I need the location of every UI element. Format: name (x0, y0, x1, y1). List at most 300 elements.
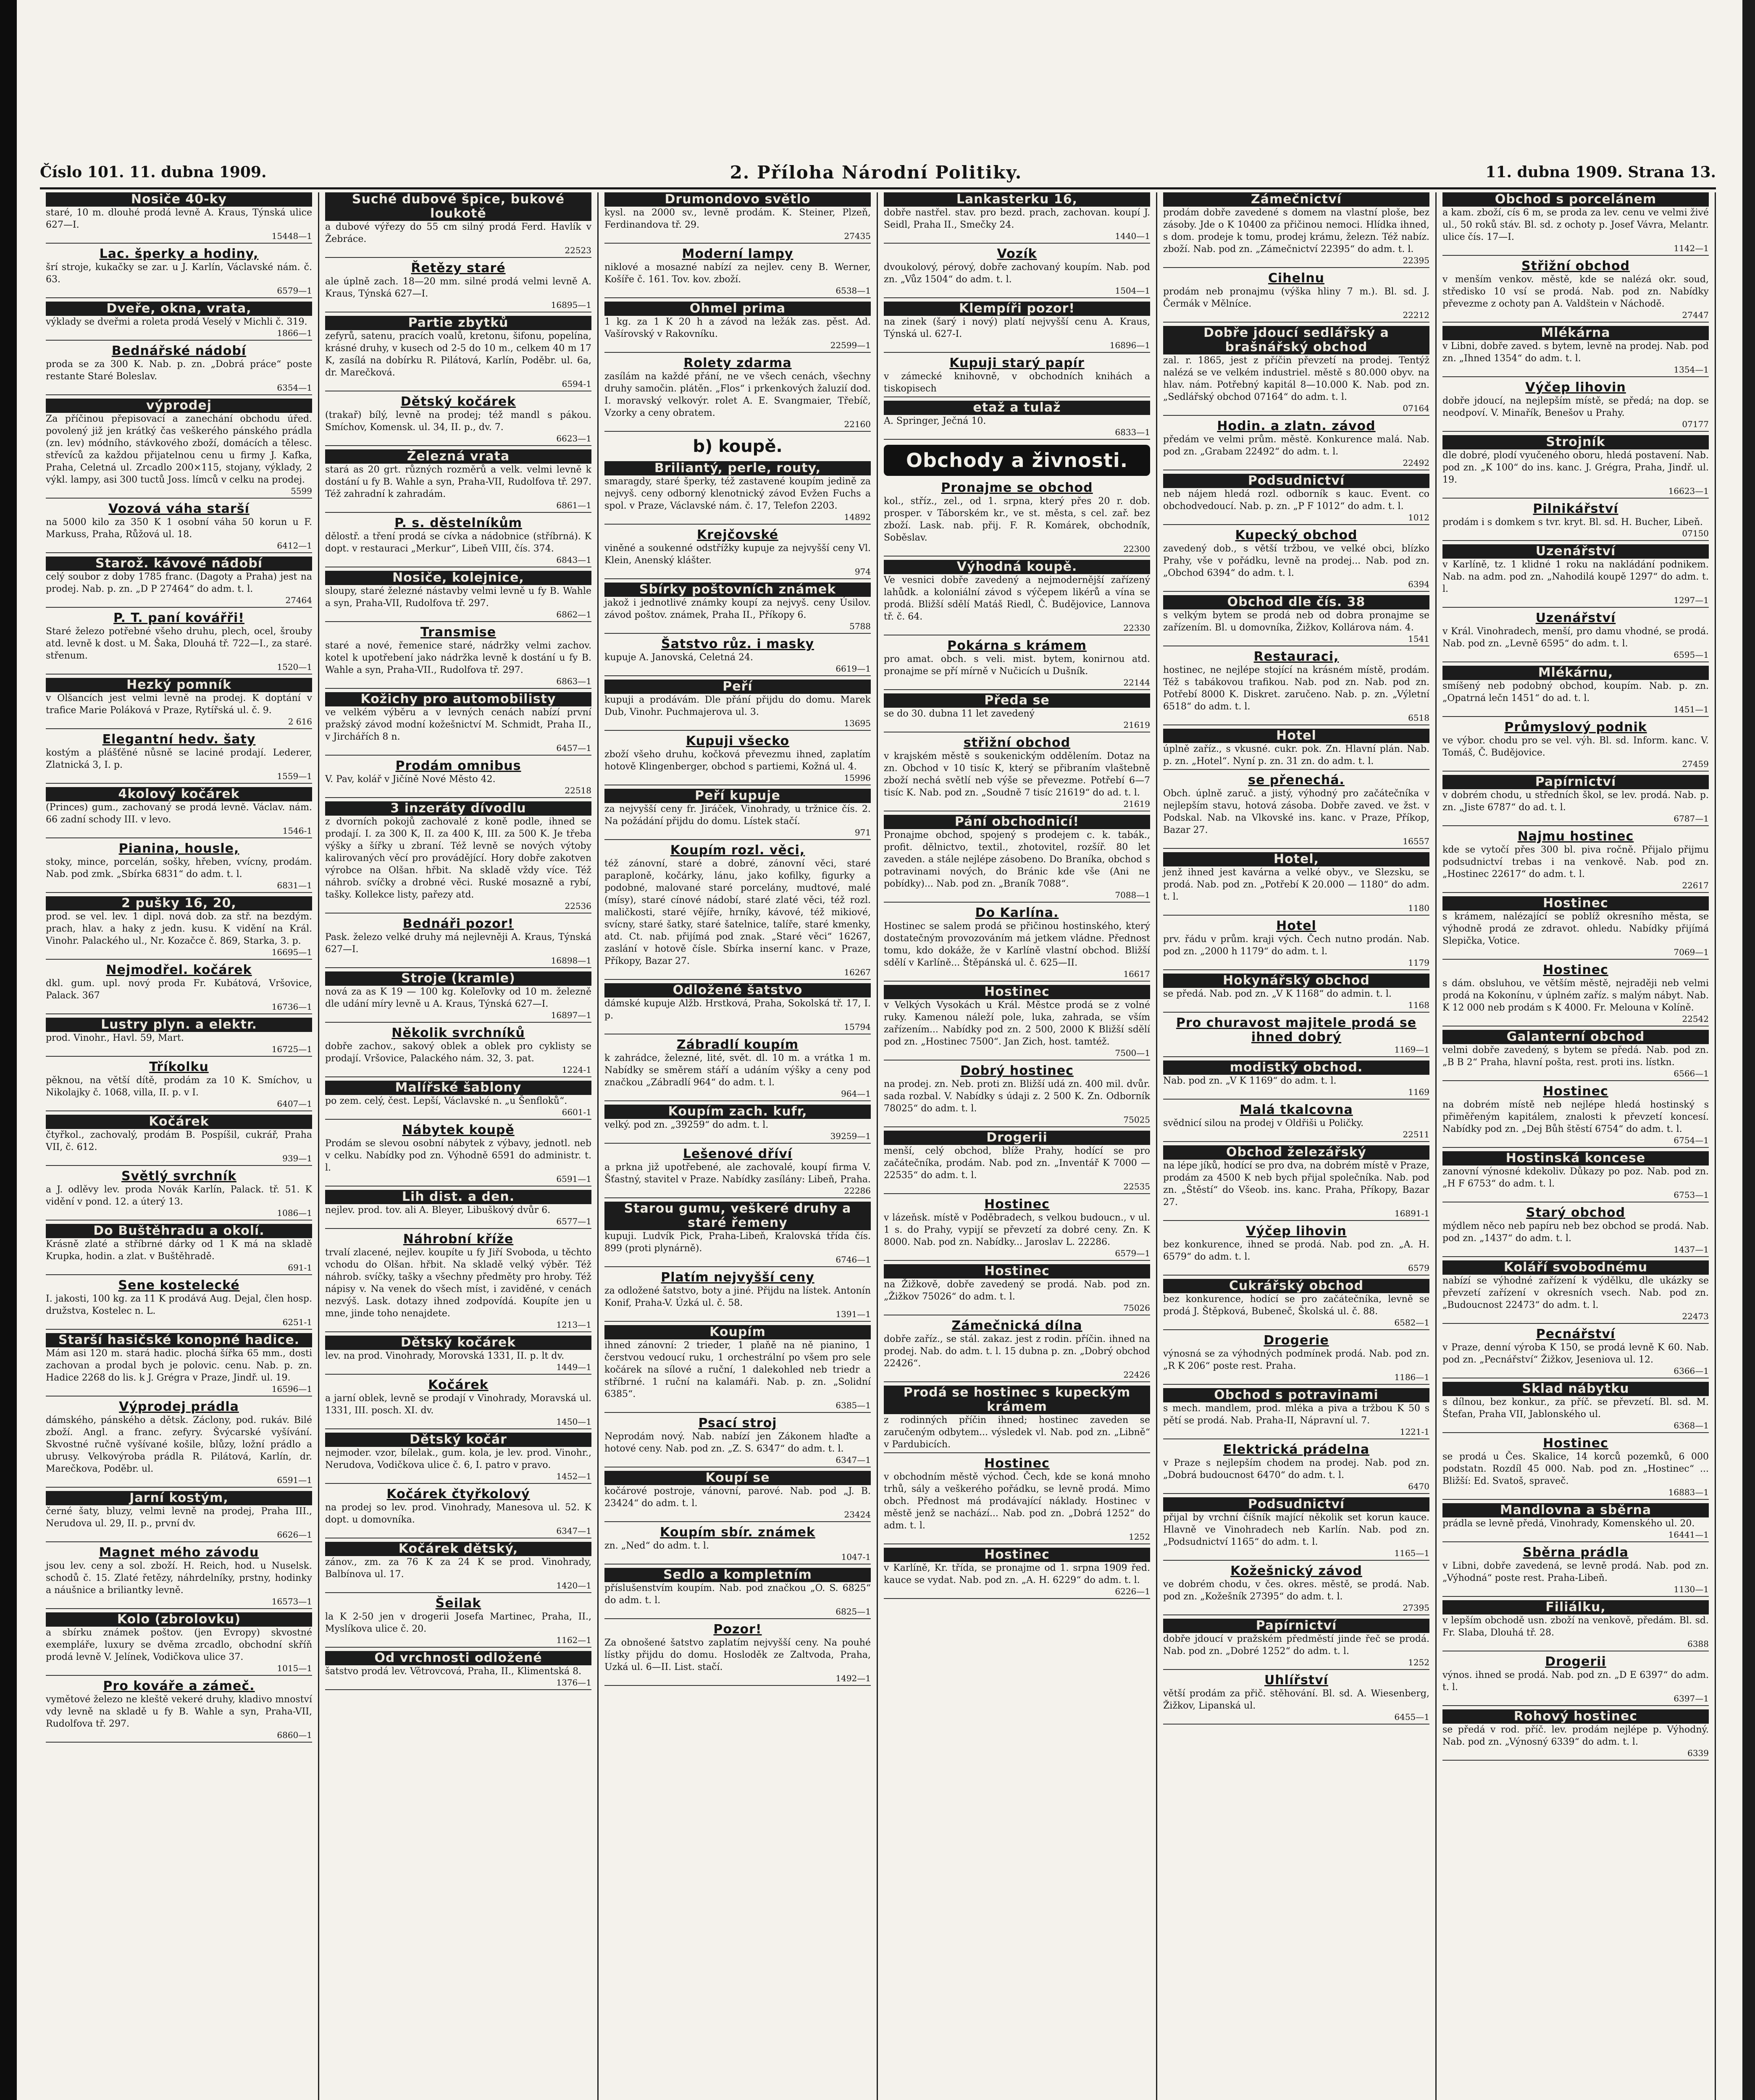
ad-separator (1442, 1080, 1709, 1081)
classified-ad (325, 1487, 591, 1538)
ad-body: ihned zánovní: 2 trieder, 1 plaňě na ně pianino, 1 čerstvou vedoucí ruku, 1 orchestrální po všem pro sele kočárek na sílové a ruční, 1 dalekohled neb triedr a stříbrné. 1 ruční na kalamáři. Nab. p. zn. „Solidní 6385“. (604, 1340, 871, 1399)
classified-ad (1442, 666, 1709, 717)
classified-ad (1442, 1436, 1709, 1500)
ad-title: Hostinec (884, 1548, 1150, 1562)
classified-ad (604, 1568, 871, 1619)
ad-title: Starou gumu, veškeré druhy a staré řemeny (604, 1202, 871, 1230)
ad-title: Stroje (kramle) (325, 971, 591, 986)
ad-separator (1163, 915, 1429, 916)
classified-ad (325, 516, 591, 567)
ad-reference-number: 27395 (1403, 1603, 1429, 1613)
classified-ad (325, 759, 591, 798)
ad-reference-number: 5788 (849, 621, 871, 631)
ad-title: Kolo (zbrolovku) (46, 1612, 312, 1627)
classified-ad (46, 678, 312, 729)
ad-title: Peří (604, 680, 871, 694)
ad-reference-number: 16573—1 (271, 1596, 312, 1606)
ad-title: se přenechá. (1248, 773, 1345, 788)
classified-ad (1163, 852, 1429, 916)
ad-body: se předá v rod. příč. lev. prodám nejlépe p. Výhodný. Nab. pod zn. „Výnosný 6339“ do adm. t. l. (1442, 1725, 1709, 1747)
ad-body: úplně zaříz., s vkusné. cukr. pok. Zn. Hlavní plán. Nab. p. zn. „Hotel“. Nyní p. zn. 31 zn. do adm. t. l. (1163, 744, 1429, 766)
ad-body: prádla se levně předá, Vinohrady, Komenského ul. 20. (1442, 1518, 1695, 1529)
ad-reference-number: 1224-1 (562, 1065, 591, 1075)
classified-ad (884, 815, 1150, 903)
ad-separator (1163, 1724, 1429, 1725)
ad-separator (325, 1119, 591, 1120)
ad-body: celý soubor z doby 1785 franc. (Dagoty a Praha) jest na prodej. Nab. p. zn. „D P 27464“ do adm. t. l. (46, 572, 312, 594)
classified-ad (325, 449, 591, 513)
ad-reference-number: 1420—1 (556, 1580, 591, 1591)
classified-ad (1442, 830, 1709, 893)
ad-separator (325, 1331, 591, 1332)
ad-separator (1163, 415, 1429, 416)
ad-body: a jarní oblek, levně se prodají v Vinohrady, Moravská ul. 1331, III. posch. XI. dv. (325, 1393, 591, 1416)
ad-title: Transmise (420, 625, 497, 640)
ad-reference-number: 75026 (1123, 1303, 1150, 1313)
ad-separator (604, 633, 871, 634)
ad-body: v zámecké knihovně, v obchodních knihách a tiskopisech (884, 371, 1150, 394)
classified-ad (325, 1026, 591, 1077)
ad-title: Hezký pomník (46, 678, 312, 692)
ad-reference-number: 1086—1 (277, 1208, 312, 1218)
classified-ad (1442, 1327, 1709, 1378)
classified-ad (884, 736, 1150, 811)
ad-title: Obchod s porcelánem (1442, 192, 1709, 207)
ad-body: za odložené šatstvo, boty a jiné. Přijdu na lístek. Antonín Konif, Praha-V. Úzká ul. č. 58. (604, 1286, 871, 1308)
classified-ad (884, 1197, 1150, 1261)
column-5 (1157, 192, 1437, 2100)
ad-reference-number: 6833—1 (1115, 427, 1150, 437)
ad-title: Koláří svobodnému (1442, 1260, 1709, 1275)
ad-reference-number: 6860—1 (277, 1730, 312, 1740)
ad-reference-number: 6251-1 (282, 1317, 312, 1327)
classified-ad (604, 302, 871, 353)
classified-ad (884, 560, 1150, 635)
ad-body: z dvorních pokojů zachovalé z koně podle, ihned se prodají. I. za 300 K, II. za 400 K, III. za 500 K. Je třeba výšky a šířky u zbraní. Též levně se nových výtoby kalirovaných věcí pro provádějící. Hory dobře zakotven výrobce na Olšan. hřbit. Na skladě vždy více. Též náhrob. svíčky a drobné věci. Ruské mosazně a rybí, tašky. Kollekce listy, pařezy atd. (325, 816, 591, 900)
classified-ad (325, 571, 591, 622)
ad-body: viněné a soukenné odstřížky kupuje za nejvyšší ceny Vl. Klein, Anenský klášter. (604, 543, 871, 566)
ad-title: Ohmel prima (604, 302, 871, 316)
ad-separator (1442, 1323, 1709, 1324)
ad-title: Do Buštěhradu a okolí. (46, 1224, 312, 1238)
ad-reference-number: 1179 (1408, 958, 1429, 968)
ad-separator (604, 839, 871, 840)
ad-separator (604, 1266, 871, 1267)
ad-body: trvalí zlacené, nejlev. koupíte u fy Jiří Svoboda, u těchto vchodu do Olšan. hřbit. Na skladě velký výběr. Též náhrob. svíčky, tašky a všechny předměty pro hroby. Též nápisy v. Na venek do všech míst, i zaviděné, v cenách nezvýš. Lask. dotazy ihned zodpovídá. Koupíte jen u mne, jinde toho nenajdete. (325, 1247, 591, 1319)
ad-body: za nejvyšší ceny fr. Jiráček, Vinohrady, u tržnice čís. 2. Na požádání přijdu do domu. Lístek stačí. (604, 804, 871, 827)
classified-ad (46, 302, 312, 341)
ad-title: Dobrý hostinec (960, 1063, 1074, 1078)
ad-reference-number: 1186—1 (1394, 1372, 1429, 1382)
ad-reference-number: 22330 (1123, 623, 1150, 633)
ad-title: Platím nejvyšší ceny (661, 1270, 814, 1285)
ad-title: P. T. paní kovářři! (113, 611, 244, 625)
classified-ad (1442, 1655, 1709, 1706)
ad-reference-number: 22395 (1403, 255, 1429, 265)
ad-body: prodám i s domkem s tvr. kryt. Bl. sd. H. Bucher, Libeň. (1442, 517, 1703, 528)
classified-ad (1163, 1388, 1429, 1439)
ad-body: staré, 10 m. dlouhé prodá levně A. Kraus, Týnská ulice 627—I. (46, 207, 312, 230)
classified-ad (604, 637, 871, 676)
ad-separator (1442, 892, 1709, 893)
ad-body: nejmoder. vzor, bílelak., gum. kola, je lev. prod. Vinohr., Nerudova, Vodičkova ulice č. 6, I. patro v pravo. (325, 1448, 591, 1470)
ad-reference-number: 16891-1 (1394, 1208, 1429, 1218)
classified-ad (884, 1548, 1150, 1599)
ad-reference-number: 6582—1 (1394, 1318, 1429, 1328)
ad-separator (604, 1100, 871, 1101)
classified-ad (1163, 1103, 1429, 1142)
ad-body: ve dobrém chodu, v čes. okres. městě, se prodá. Nab. pod zn. „Kožešník 27395“ do adm. t. l. (1163, 1579, 1429, 1602)
ad-body: zefyrů, satenu, pracích voalů, kretonu, šifonu, popelína, krásné druhy, v kusech od 2-5 do 10 m., celkem 40 m 17 K, zasílá na dobírku R. Pilátová, Karlín, Poděbr. ul. 6a, dr. Marečková. (325, 331, 591, 378)
classified-ad (1163, 1497, 1429, 1561)
ad-body: větší prodám za přič. stěhování. Bl. sd. A. Wiesenberg, Žižkov, Lipanská ul. (1163, 1688, 1429, 1711)
ad-reference-number: 7088—1 (1115, 890, 1150, 900)
ad-separator (325, 913, 591, 914)
ad-separator (1442, 607, 1709, 608)
ad-separator (46, 243, 312, 244)
ad-separator (604, 578, 871, 579)
ad-separator (884, 352, 1150, 353)
ad-separator (46, 498, 312, 499)
ad-reference-number: 22286 (844, 1186, 871, 1196)
ad-title: Starší hasičské konopné hadice. (46, 1333, 312, 1347)
classified-ad (604, 1325, 871, 1413)
ad-body: výnosná se za výhodných podmínek prodá. Nab. pod zn. „R K 206“ poste rest. Praha. (1163, 1349, 1429, 1371)
ad-title: Lac. šperky a hodiny, (99, 247, 259, 261)
classified-ad (1163, 773, 1429, 849)
ad-reference-number: 6455—1 (1394, 1712, 1429, 1722)
ad-separator (1163, 1099, 1429, 1100)
ad-separator (1163, 969, 1429, 970)
ad-body: též zánovní, staré a dobré, zánovní věci, staré paraploně, kočárky, lánu, jako kofilky, figurky a podobné, malované staré porcelány, mudtové, malé (mísy), staré cínové nádobí, staré zlaté věci, též rozl. maličkosti, staré vějíře, hrníky, kávové, též mikiové, svícny, staré šatky, staré šatelnice, talíře, staré kmenky, atd. Ct. nab. přijímá pod znak. „Staré věci“ 16267, zaslání v hotově čísle. Sbírka inserní kanc. v Praze, Příkopy, Bazar 27. (604, 858, 871, 966)
ad-reference-number: 22536 (565, 901, 591, 911)
ad-title: Zámečnická dílna (951, 1318, 1082, 1333)
classified-ad (325, 1336, 591, 1375)
ad-reference-number: 6354—1 (277, 383, 312, 393)
classified-ad (604, 528, 871, 579)
ad-body: I. jakosti, 100 kg. za 11 K prodává Aug. Dejal, člen hosp. družstva, Kostelec n. L. (46, 1294, 312, 1316)
ad-body: dámského, pánského a dětsk. Záclony, pod. rukáv. Bilé zboží. Angl. a franc. zefyry. Švýcarské vyšívání. Skvostné ručně vyšívané košile, blůzy, ložní prádlo a ubrusy. Velkovýroba prádla R. Pilátová, Karlín, dr. Marečkova, Poděbr. ul. (46, 1415, 312, 1474)
classified-ad (325, 1190, 591, 1229)
classified-ad (1442, 1546, 1709, 1597)
classified-ad (46, 1491, 312, 1542)
ad-body: v Karlíně, Kr. třída, se pronajme od 1. srpna 1909 řed. kauce se vydat. Nab. pod zn. „A. H. 6229“ do adm. t. l. (884, 1563, 1150, 1586)
ad-reference-number: 1213—1 (556, 1320, 591, 1330)
ad-reference-number: 7069—1 (1674, 947, 1709, 957)
ad-separator (884, 981, 1150, 982)
ad-title: Krejčovské (697, 528, 778, 542)
ad-title: Uzenářství (1535, 611, 1616, 625)
ad-separator (46, 1013, 312, 1014)
ad-reference-number: 974 (854, 567, 871, 577)
ad-reference-number: 691-1 (288, 1263, 312, 1273)
ad-body: Pronajme obchod, spojený s prodejem c. k. tabák., profit. dělnictvo, textil., zhotovitel, rozšíř. 80 let zaveden. a stále nejlépe zásobeno. Do Braníka, obchod s potravinami nových, do Bránic kde vše (Ani ne pobídky)... Nab. pod zn. „Braník 7088“. (884, 830, 1150, 889)
ad-reference-number: 6601-1 (562, 1107, 591, 1117)
classified-ad (604, 680, 871, 731)
ad-separator (604, 524, 871, 525)
ad-separator (325, 967, 591, 968)
column-2 (319, 192, 599, 2100)
ad-separator (884, 902, 1150, 903)
ad-title: Kupecký obchod (1235, 528, 1358, 543)
ad-reference-number: 6470 (1408, 1481, 1429, 1491)
ad-body: dobře nastřel. stav. pro bezd. prach, zachovan. koupí J. Seidl, Praha II., Smečky 24. (884, 207, 1150, 230)
ad-reference-number: 1252 (1129, 1532, 1150, 1542)
ad-reference-number: 6577—1 (556, 1216, 591, 1226)
ad-body: v krajském městě s soukenickým oddělením. Dotaz na zn. Obchod v 10 tisíc K, který se přibraním vlaštebně zboží nechá světlí neb výše se převezme. Potřebí 6—7 tisíc K. Nab. pod zn. „Soudně 7 tisíc 21619“ do ad. t. l. (884, 751, 1150, 798)
ad-body: proda se za 300 K. Nab. p. zn. „Dobrá práce“ poste restante Staré Boleslav. (46, 359, 312, 382)
classified-ad (325, 625, 591, 689)
ad-body: ale úplně zach. 18—20 mm. silné prodá velmi levně A. Kraus, Týnská 627—I. (325, 276, 591, 299)
ad-separator (1163, 1438, 1429, 1439)
classified-ad (46, 1060, 312, 1111)
ad-separator (1163, 524, 1429, 525)
classified-ad (46, 1018, 312, 1057)
ad-title: Nosiče 40-ky (46, 192, 312, 207)
ad-reference-number: 6385—1 (835, 1400, 871, 1410)
classified-ad (1442, 544, 1709, 608)
ad-reference-number: 23424 (844, 1509, 871, 1520)
ad-body: s mech. mandlem, prod. mléka a piva a tržbou K 50 s pětí se prodá. Nab. Praha-II, Nápravní ul. 7. (1163, 1403, 1429, 1426)
ad-title: Peří kupuje (604, 789, 871, 803)
ad-body: šrí stroje, kukačky se zar. u J. Karlín, Václavské nám. č. 63. (46, 262, 312, 285)
ad-title: Koupím rozl. věci, (670, 843, 805, 858)
classified-ad (884, 1319, 1150, 1382)
classified-ad (325, 1378, 591, 1429)
ad-separator (604, 730, 871, 731)
ad-title: Tříkolku (149, 1060, 209, 1074)
ad-body: Nab. pod zn. „V K 1169“ do adm. t. l. (1163, 1076, 1337, 1086)
ad-reference-number: 15794 (844, 1022, 871, 1032)
section-heading-buy: b) koupě. (693, 437, 783, 456)
ad-separator (1442, 431, 1709, 432)
ad-separator (325, 797, 591, 798)
ad-reference-number: 22599—1 (830, 340, 871, 350)
classified-ad (1163, 1224, 1429, 1276)
ad-reference-number: 1541 (1408, 634, 1429, 644)
ad-title: Střižní obchod (1521, 259, 1630, 273)
ad-reference-number: 6457—1 (556, 743, 591, 753)
ad-body: Staré železo potřebné všeho druhu, plech, ocel, šrouby atd. levně k dost. u M. Šaka, Dlouhá tř. 722—I., za staré. střenum. (46, 626, 312, 661)
ad-reference-number: 6843—1 (556, 555, 591, 565)
ad-body: nejlev. prod. tov. ali A. Bleyer, Libuškový dvůr 6. (325, 1205, 551, 1215)
ad-separator (1163, 1012, 1429, 1013)
classified-ad (46, 247, 312, 298)
classified-ad (604, 1147, 871, 1198)
classified-ad (1442, 1206, 1709, 1257)
ad-title: Kupuji starý papír (949, 356, 1085, 370)
ad-body: kupuje A. Janovská, Celetná 24. (604, 652, 753, 663)
ad-reference-number: 6594-1 (562, 379, 591, 389)
classified-ad (604, 1202, 871, 1267)
ad-body: 1 kg. za 1 K 20 h a závod na ležák zas. pěst. Ad. Vašírovský v Rakovníku. (604, 317, 871, 339)
classified-ad (325, 1433, 591, 1484)
ad-title: Lankasterku 16, (884, 192, 1150, 207)
ad-body: a J. odlěvy lev. proda Novák Karlín, Palack. tř. 51. K vidění v pond. 12. a úterý 13. (46, 1184, 312, 1207)
ad-separator (46, 1056, 312, 1057)
ad-title: 4kolový kočárek (46, 787, 312, 801)
ad-body: po zem. celý, čest. Lepší, Václavské n. „u Šenfloků“. (325, 1096, 567, 1106)
ad-separator (884, 439, 1150, 440)
ad-reference-number: 1169—1 (1394, 1045, 1429, 1055)
ad-reference-number: 16895—1 (551, 300, 591, 310)
ad-reference-number: 16617 (1123, 969, 1150, 979)
ad-body: přijal by vrchní číšník mající několik set korun kauce. Hlavně ve Vinohradech neb Karlín. Nab. pod zn. „Podsudnictví 1165“ do adm. t. l. (1163, 1512, 1429, 1547)
ad-separator (1163, 1614, 1429, 1615)
ad-title: Pronajme se obchod (941, 480, 1093, 495)
ad-title: Kočárek dětský, (325, 1542, 591, 1556)
classified-ad (46, 1679, 312, 1743)
ad-separator (604, 243, 871, 244)
ad-reference-number: 21619 (1123, 720, 1150, 730)
ad-reference-number: 22542 (1682, 1014, 1709, 1024)
classified-ad (604, 843, 871, 980)
classified-ad (1163, 1443, 1429, 1494)
ad-body: v Libni, dobře zaved. s bytem, levně na prodej. Nab. pod zn. „Ihned 1354“ do adm. t. l. (1442, 341, 1709, 364)
ad-body: pro amat. obch. s veli. mist. bytem, konirnou atd. pronajme se pří mírně v Nučicích u Dušník. (884, 654, 1150, 677)
ad-title: Obchod dle čís. 38 (1163, 595, 1429, 609)
ad-body: niklové a mosazné nabízí za nejlev. ceny B. Werner, Košíře č. 161. Tov. kov. zboží. (604, 262, 871, 285)
ad-title: Nábytek koupě (402, 1123, 515, 1137)
ad-reference-number: 1354—1 (1674, 365, 1709, 375)
ad-reference-number: 1142—1 (1674, 243, 1709, 253)
classified-ad (1163, 1060, 1429, 1100)
classified-ad (1163, 1619, 1429, 1670)
ad-title: Výčep lihovin (1525, 380, 1626, 395)
ad-reference-number: 1520—1 (277, 662, 312, 672)
ad-title: modistký obchod. (1163, 1060, 1429, 1075)
ad-separator (1163, 1056, 1429, 1057)
ad-body: vymětové železo ne kleště vekeré druhy, kladivo mnoství vdy levně na skladě u fy B. Wahle a syn, Praha-VII, Rudolfova tř. 297. (46, 1694, 312, 1729)
ad-body: Za obnošené šatstvo zaplatím nejvyšší ceny. Na pouhé lístky přijdu do domu. Hosloděk ze Zaltvoda, Praha, Uzká ul. 6—II. List. stačí. (604, 1638, 871, 1672)
ad-reference-number: 1169 (1408, 1087, 1429, 1097)
ad-title: Dětský kočárek (325, 1336, 591, 1350)
ad-title: Hodin. a zlatn. závod (1217, 419, 1376, 433)
ad-body: dobře zaříz., se stál. zakaz. jest z rodin. příčin. ihned na prodej. Nab. do adm. t. l. 15 dubna p. zn. „Dobrý obchod 22426“. (884, 1334, 1150, 1369)
ad-separator (884, 689, 1150, 690)
ad-body: prodám neb pronajmu (výška hliny 7 m.). Bl. sd. J. Čermák v Mělníce. (1163, 286, 1429, 309)
ad-body: dobře jdoucí v pražském předměstí jinde řeč se prodá. Nab. pod zn. „Dobré 1252“ do adm. t. l. (1163, 1634, 1429, 1656)
ad-title: Obchod s potravinami (1163, 1388, 1429, 1402)
ad-body: v menším venkov. městě, kde se nalézá okr. soud, středisko 10 vsí se prodá. Nab. pod zn. Nabídky převezme z ochoty pan A. Valdštein v Náchodě. (1442, 274, 1709, 309)
ad-separator (325, 1592, 591, 1593)
ad-title: Pilnikářství (1533, 501, 1618, 516)
ad-reference-number: 6591—1 (277, 1475, 312, 1485)
ad-reference-number: 6626—1 (277, 1530, 312, 1540)
classified-ad (1163, 528, 1429, 592)
ad-body: kde se vytočí přes 300 bl. piva ročně. Přijalo přijmu podsudnictví trebas i na venkově. Nab. pod zn. „Hostinec 22617“ do adm. t. l. (1442, 845, 1709, 879)
ad-title: Hostinská koncese (1442, 1151, 1709, 1166)
classified-ad (46, 192, 312, 244)
ad-title: Výprodej prádla (119, 1399, 239, 1414)
classified-ad (604, 734, 871, 785)
ad-title: Hostinec (984, 1197, 1050, 1212)
ad-reference-number: 1015—1 (277, 1663, 312, 1673)
newspaper-page (40, 160, 1716, 2100)
ad-title: Hostinec (1543, 963, 1608, 977)
ad-body: staré a nové, řemenice staré, nádržky velmi zachov. kotel k upotřebení jako nádržka levně k dostání u fy B. Wahle a syn, Praha-VII., Rudolfova tř. 297. (325, 640, 591, 675)
classified-ad (46, 344, 312, 395)
ad-title: Řetězy staré (411, 261, 506, 276)
ad-separator (325, 1689, 591, 1690)
ad-reference-number: 27464 (285, 595, 312, 605)
ad-body: zal. r. 1865, jest z příčin převzetí na prodej. Tentýž nalézá se ve velkém industriel. městě s 80.000 obyv. na hlav. nám. Potřebný kapitál 8—10.000 K. Nab. pod zn. „Sedlářský obchod 07164“ do adm. t. l. (1163, 355, 1429, 402)
ad-title: Papírnictví (1442, 775, 1709, 789)
classified-ad (1163, 1279, 1429, 1330)
ad-body: v Praze s nejlepším chodem na prodej. Nab. pod zn. „Dobrá budoucnost 6470“ do adm. t. l. (1163, 1458, 1429, 1480)
ad-reference-number: 1297—1 (1674, 595, 1709, 605)
ad-body: pěknou, na větší dítě, prodám za 10 K. Smíchov, u Nikolajky č. 1068, villa, II. p. v I. (46, 1075, 312, 1098)
classified-ad (604, 983, 871, 1034)
classified-ad (325, 971, 591, 1023)
ad-title: Drogerii (1545, 1654, 1606, 1669)
ad-body: v dobrém chodu, u středních škol, se lev. prodá. Nab. p. zn. „Jiste 6787“ do ad. t. l. (1442, 790, 1709, 813)
classified-ad (1442, 1600, 1709, 1651)
ad-reference-number: 1165—1 (1394, 1548, 1429, 1558)
ad-title: Lih dist. a den. (325, 1190, 591, 1204)
ad-title: Vozová váha starší (108, 501, 250, 516)
ad-separator (1442, 1499, 1709, 1500)
ad-body: dle dobré, plodí vyučeného oboru, hledá postavení. Nab. pod zn. „K 100“ do ins. kanc. J. Grégra, Praha, Jindř. ul. 19. (1442, 450, 1709, 485)
ad-body: kysl. na 2000 sv., levně prodám. K. Steiner, Plzeň, Ferdinandova tř. 29. (604, 207, 871, 230)
ad-reference-number: 16897—1 (551, 1010, 591, 1020)
ad-reference-number: 22426 (1123, 1370, 1150, 1380)
ad-body: šatstvo prodá lev. Větrovcová, Praha, II., Klimentská 8. (325, 1666, 582, 1677)
ad-title: Pecnářství (1536, 1327, 1616, 1341)
ad-separator (46, 1329, 312, 1330)
ad-body: dkl. gum. upl. nový proda Fr. Kubátová, Vršovice, Palack. 367 (46, 978, 312, 1001)
ad-separator (1163, 1493, 1429, 1494)
ad-body: prod. Vinohr., Havl. 59, Mart. (46, 1033, 184, 1043)
ad-title: Lešenové dříví (683, 1147, 793, 1161)
ad-body: jakož i jednotlivé známky koupí za nejvyš. ceny Úsilov. závod poštov. známek, Praha II., Příkopy 6. (604, 598, 871, 620)
classified-ad (325, 1123, 591, 1186)
ad-separator (46, 1675, 312, 1676)
ad-reference-number: 16695—1 (271, 947, 312, 957)
ad-title: Kožešnický závod (1230, 1564, 1362, 1578)
ad-title: střižní obchod (963, 735, 1071, 750)
ad-reference-number: 1451—1 (1674, 704, 1709, 714)
ad-reference-number: 1252 (1408, 1657, 1429, 1667)
ad-title: Najmu hostinec (1517, 829, 1634, 844)
ad-title: Elegantní hedv. šaty (102, 732, 256, 747)
ad-separator (325, 1022, 591, 1023)
ad-body: se prodá u Čes. Skalice, 14 korců pozemků, 6 000 podstatn. Rozdíl 45 000. Nab. pod zn. „Hostinec“ ... Bližší: Ed. Svatoš, spraveč. (1442, 1452, 1709, 1486)
classified-ad (325, 801, 591, 914)
classified-ad (325, 1542, 591, 1593)
ad-title: Elektrická prádelna (1223, 1442, 1370, 1457)
classified-ad (604, 583, 871, 634)
classified-ad (604, 1622, 871, 1686)
ad-separator (884, 1260, 1150, 1261)
ad-body: la K 2-50 jen v drogerii Josefa Martinec, Praha, II., Myslíkova ulice č. 20. (325, 1612, 591, 1634)
ad-separator (1442, 825, 1709, 826)
ad-title: Sedlo a kompletním (604, 1568, 871, 1582)
ad-reference-number: 75025 (1123, 1115, 1150, 1125)
ad-title: Pozor! (713, 1622, 762, 1637)
classified-ad (884, 192, 1150, 244)
ad-body: hostinec, ne nejlépe stojící na krásném místě, prodám. Též s tabákovou trafikou. Nab. pod zn. Nab. pod zn. Potřebí 8000 K. Diskret. zaručeno. Nab. p. zn. „Výletní 6518“ do adm. t. l. (1163, 665, 1429, 712)
ad-reference-number: 6579—1 (277, 286, 312, 296)
ad-separator (1442, 1541, 1709, 1542)
ad-reference-number: 964—1 (841, 1089, 871, 1099)
ad-body: na prodej. zn. Neb. proti zn. Bližší udá zn. 400 mil. dvůr. sada rozbal. V. Nabídky s údaji z. 2 500 K. Zn. Odborník 78025“ do adm. t. l. (884, 1079, 1150, 1114)
ad-body: v Olšancích jest velmi levně na prodej. K doptání v trafice Marie Poláková v Praze, Rytířská ul. č. 9. (46, 693, 312, 716)
ad-reference-number: 13695 (844, 718, 871, 728)
classified-ad (1442, 720, 1709, 772)
ad-title: Hotel (1276, 919, 1316, 933)
ad-body: v Libni, dobře zavedená, se levně prodá. Nab. pod zn. „Výhodná“ poste rest. Praha-Libeň. (1442, 1561, 1709, 1583)
